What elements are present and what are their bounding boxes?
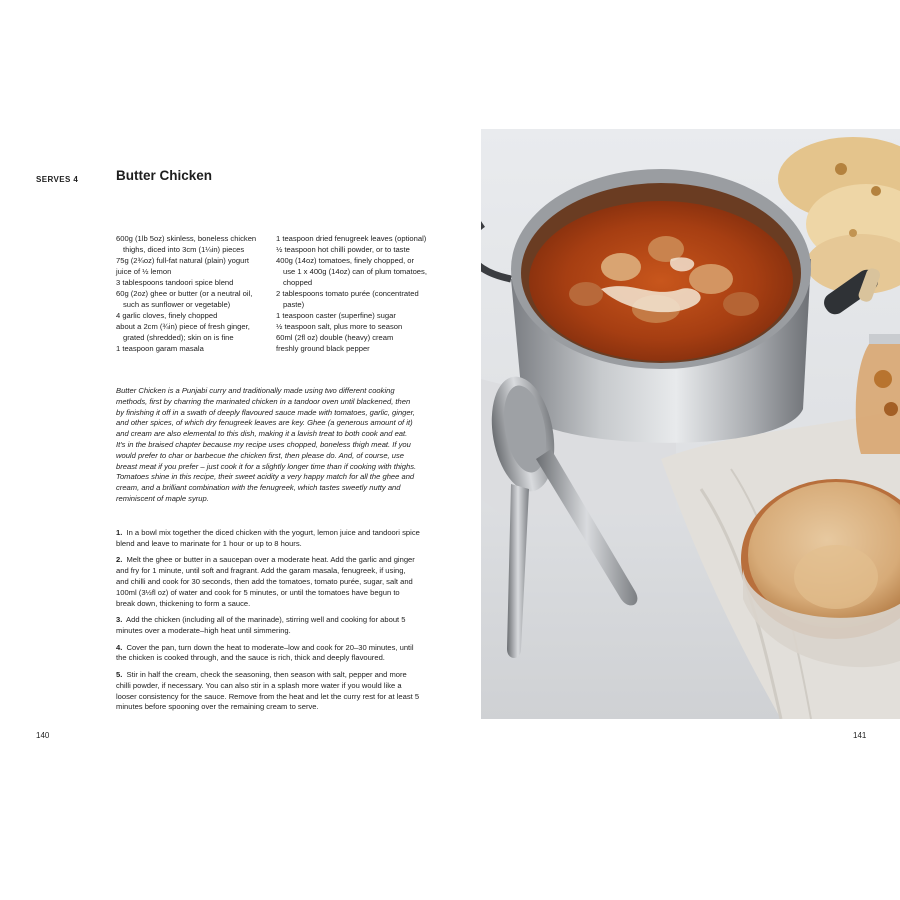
ingredient-item: ½ teaspoon hot chilli powder, or to taste [276, 245, 410, 254]
method-steps [116, 528, 420, 719]
ingredient-item: 75g (2¾oz) full-fat natural (plain) yogurt [116, 256, 249, 265]
recipe-photo [481, 129, 900, 719]
ingredient-item: 600g (1lb 5oz) skinless, boneless chicken thighs, diced into 3cm (1¼in) pieces [116, 234, 257, 254]
ingredient-item: freshly ground black pepper [276, 344, 370, 353]
ingredient-item: 1 teaspoon dried fenugreek leaves (optional) [276, 234, 427, 243]
ingredients-list [116, 233, 428, 354]
ingredient-item: 60ml (2fl oz) double (heavy) cream [276, 333, 394, 342]
method-step [116, 555, 420, 609]
step-text: Stir in half the cream, check the seasoning, then season with salt, pepper and more chilli powder, if necessary. You can also stir in a splash more water if you would like a looser consistency for the sauce. Remove from the heat and let the curry rest for at least 5 minutes before spooning over the remaining cream to serve. [116, 669, 420, 712]
ingredients-column-1 [116, 233, 268, 354]
method-step [116, 670, 420, 713]
ingredient-item: about a 2cm (¾in) piece of fresh ginger, grated (shredded); skin on is fine [116, 322, 250, 342]
step-text: Cover the pan, turn down the heat to moderate–low and cook for 20–30 minutes, until the chicken is cooked through, and the sauce is rich, thick and deeply flavoured. [116, 642, 414, 663]
step-text: In a bowl mix together the diced chicken with the yogurt, lemon juice and tandoori spice blend and leave to marinate for 1 hour or up to 8 hours. [116, 528, 420, 548]
step-number: 3. [116, 615, 123, 625]
step-number: 1. [116, 528, 123, 537]
ingredient-item: 1 teaspoon caster (superfine) sugar [276, 311, 396, 320]
method-step [116, 615, 420, 637]
ingredient-item: 1 teaspoon garam masala [116, 344, 204, 353]
step-text: Add the chicken (including all of the marinade), stirring well and cooking for about 5 minutes over a moderate–high heat until simmering. [116, 615, 406, 635]
recipe-introduction: Butter Chicken is a Punjabi curry and traditionally made using two different cooking methods, first by charring the marinated chicken in a tandoor oven until blackened, then by finishing it off in a swath of deeply flavoured sauce made with tomatoes, garlic, ginger, and other spices, of which dry fenugreek leaves are key. Ghee (a generous amount of it) and cream are also elemental to this dish, making it a lavish treat to both cook and eat. It's in the braised chapter because my recipe uses chopped, boneless thigh meat. If you would prefer to char or barbecue the chicken first, then please do. And, of course, use breast meat if you prefer – just cook it for a slightly longer time than if cooking with thighs. Tomatoes shine in this recipe, their sweet acidity a very happy match for all the ghee and cream, and a brilliant combination with the fenugreek, which tastes sweetly nutty and reminiscent of maple syrup. [116, 386, 417, 503]
ingredient-item: ½ teaspoon salt, plus more to season [276, 322, 403, 331]
page-number-left: 140 [36, 731, 50, 740]
ingredient-item: 4 garlic cloves, finely chopped [116, 311, 218, 320]
ingredient-item: juice of ½ lemon [116, 267, 172, 276]
ingredient-item: 3 tablespoons tandoori spice blend [116, 278, 234, 287]
ingredient-item: 400g (14oz) tomatoes, finely chopped, or use 1 x 400g (14oz) can of plum tomatoes, chopped [276, 256, 427, 287]
step-number: 5. [116, 669, 123, 679]
method-step [116, 528, 420, 550]
method-step [116, 643, 420, 665]
serves-label: SERVES 4 [36, 175, 79, 184]
step-number: 2. [116, 555, 123, 565]
recipe-title: Butter Chicken [116, 168, 213, 183]
ingredient-item: 2 tablespoons tomato purée (concentrated paste) [276, 289, 419, 309]
ingredients-column-2 [276, 233, 428, 354]
ingredient-item: 60g (2oz) ghee or butter (or a neutral oil, such as sunflower or vegetable) [116, 289, 253, 309]
step-text: Melt the ghee or butter in a saucepan over a moderate heat. Add the garlic and ginger and fry for 1 minute, until soft and fragrant. Add the garam masala, fenugreek, if using, and chilli and cook for 30 seconds, then add the tomatoes, tomato purée, sugar, salt and 100ml (3½fl oz) of water and cook for 5 minutes, or until the tomatoes have begun to break down, thickening to form a sauce. [116, 555, 415, 608]
page-number-right: 141 [853, 731, 867, 740]
step-number: 4. [116, 642, 123, 652]
